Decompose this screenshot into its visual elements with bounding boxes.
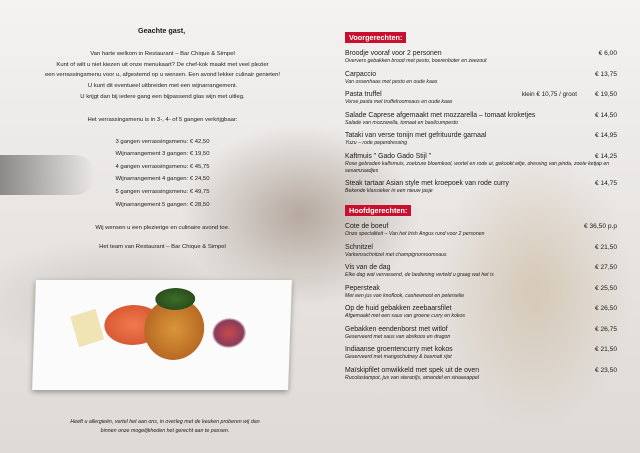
dish-name: Steak tartaar Asian style met kroepoek van rode curry	[345, 179, 509, 187]
menu-item	[345, 223, 617, 244]
menu-item	[345, 71, 617, 92]
menu-item	[345, 305, 617, 326]
menu-item	[345, 153, 617, 180]
dish-price: € 13,75	[595, 70, 617, 78]
price-line: Wijnarrangement 3 gangen: € 19,50	[115, 151, 210, 158]
menu-column	[345, 27, 617, 387]
dish-description: Oververs gebakken brood met pesto, boerenboter en zeezout	[345, 58, 487, 64]
price-line: 5 gangen verrassingsmenu: € 49,75	[115, 188, 210, 195]
dish-name: Op de huid gebakken zeebaarsfilet	[345, 305, 452, 312]
price-line: Wijnarrangement 4 gangen: € 24,50	[115, 176, 210, 183]
menu-item	[345, 112, 617, 133]
dish-price: € 26,75	[595, 325, 617, 333]
dish-name: Indiaanse groentencurry met kokos	[345, 346, 453, 353]
dish-name: Broodje vooraf voor 2 personen	[345, 50, 442, 57]
surprise-menu-prices	[20, 136, 305, 212]
closing-line: Het team van Restaurant – Bar Chique & Simpel	[99, 243, 226, 250]
menu-item	[345, 346, 617, 367]
menu-item	[345, 180, 617, 201]
menu-item	[345, 264, 617, 285]
dish-name: Carpaccio	[345, 70, 377, 78]
starters-heading: Voorgerechten:	[345, 32, 406, 43]
dish-name: Tataki van verse tonijn met gefrituurde garnaal	[345, 132, 487, 139]
cheese-slice	[70, 309, 104, 347]
dish-name: Salade Caprese afgemaakt met mozzarella – tomaat kroketjes	[345, 111, 536, 119]
dish-name: Gebakken eendenborst met witlof	[345, 325, 448, 333]
dish-price: € 14,50	[595, 111, 617, 119]
dish-description: Geserveerd met saus van abrikoos en dragon	[345, 333, 451, 340]
menu-item	[345, 326, 617, 347]
menu-item	[345, 285, 617, 306]
intro-line: een verrassingsmenu voor u, afgestemd op u wensen. Een avond lekker culinair genieten!	[44, 72, 281, 79]
allergy-note	[40, 418, 290, 436]
side-salad	[212, 318, 247, 348]
intro-line: Kunt of wilt u niet kiezen uit onze menukaart? De chef-kok maakt met veel plezier	[56, 61, 269, 68]
price-line: 3 gangen verrassingsmenu: € 42,50	[115, 138, 210, 145]
dish-price: € 26,50	[595, 305, 617, 312]
dish-price: € 14,75	[595, 179, 617, 187]
dish-price: € 21,50	[595, 243, 617, 251]
dish-description: Geserveerd met mangochutney & basmati rijst	[345, 354, 452, 360]
menu-item	[345, 244, 617, 265]
dish-description: Verse pasta met truffelroomsaus en oude kaas	[345, 99, 453, 105]
allergy-note-line: binnen onze mogelijkheden het gerecht aan te passen.	[100, 428, 230, 434]
dish-description: Varkensschnitzel met champignonroomsaus	[345, 251, 447, 258]
price-line: Wijnarrangement 5 gangen: € 28,50	[115, 201, 210, 208]
intro-line: Van harte welkom in Restaurant – Bar Chique & Simpel	[90, 50, 235, 57]
intro-column	[20, 26, 305, 253]
intro-line: U krijgt dan bij iedere gang een bijpassend glas wijn met uitleg.	[80, 93, 245, 100]
dish-description: Rose gebraden kalfsmuis, zoetzure bloemkool, wortel en rode ui, gekookt eitje, dressing van pinda, zoete ketjap en sesamzaadjes	[345, 160, 610, 174]
dish-photo	[32, 280, 292, 390]
menu-item	[345, 91, 617, 112]
dish-description: Yuzu – rode peperdressing	[345, 140, 408, 146]
mains-list	[345, 223, 617, 387]
dish-price: € 21,50	[595, 346, 617, 353]
dish-name: Vis van de dag	[345, 264, 391, 271]
allergy-note-line: Heeft u allergieën, vertel het aan ons, in overleg met de keuken proberen wij dan	[70, 419, 260, 425]
dish-description: Van ossenhaas met pesto en oude kaas	[345, 78, 438, 85]
dish-description: Salade van mozzarella, tomaat en basilcumpesto	[345, 119, 459, 126]
size-note: klein € 10,75 / groot	[521, 91, 577, 98]
dish-price: € 14,95	[595, 132, 617, 139]
dish-name: Pepersteak	[345, 284, 380, 292]
dish-name: Pasta truffel	[345, 91, 382, 98]
dish-description: Bekende klassieker in een nieuw jasje	[345, 187, 433, 194]
menu-item	[345, 367, 617, 388]
dish-price: € 14,25	[595, 152, 617, 160]
menu-offer: Het verrassingsmenu is in 3-, 4- of 5 gangen verkrijgbaar:	[87, 116, 238, 123]
starters-list	[345, 50, 617, 200]
dish-description: Elke dag wat verrassend, de bediening verteld u graag wat het is	[345, 272, 494, 278]
closing-line: Wij wensen u een plezierige en culinaire avond toe.	[95, 225, 230, 232]
dish-price: € 25,50	[595, 284, 617, 292]
dish-name: Maïskipfilet omwikkeld met spek uit de oven	[345, 366, 480, 374]
dish-name: Schnitzel	[345, 243, 373, 251]
dish-name: Kaftmuis " Gado Gado Stijl "	[345, 152, 432, 160]
dish-price: € 23,50	[595, 366, 617, 374]
dish-price: € 27,50	[595, 264, 617, 271]
dish-name: Cote de boeuf	[345, 223, 389, 230]
greeting: Geachte gast,	[138, 26, 186, 35]
dish-description: Onze specialiteit – Van het Irish Angus rund voor 2 personen	[345, 231, 485, 237]
dish-description: Afgemaakt met een saus van groene curry en kokos	[345, 313, 465, 319]
dish-description: Met een jus van knoflook, cashewnoot en peterselie	[345, 292, 465, 299]
dish-price: € 36,50 p.p	[584, 223, 617, 230]
dish-price: € 6,00	[598, 50, 617, 57]
dish-price: € 19,50	[595, 91, 617, 98]
dish-description: Rucolastampot, jus van sterani]s, amandel en sinaasappel	[345, 374, 480, 381]
menu-item	[345, 132, 617, 153]
menu-item	[345, 50, 617, 71]
price-line: 4 gangen verrassingsmenu: € 45,75	[115, 163, 210, 170]
mains-heading: Hoofdgerechten:	[345, 205, 411, 216]
intro-line: U kunt dit eventueel uitbreiden met een wijnarrangement.	[87, 83, 238, 90]
